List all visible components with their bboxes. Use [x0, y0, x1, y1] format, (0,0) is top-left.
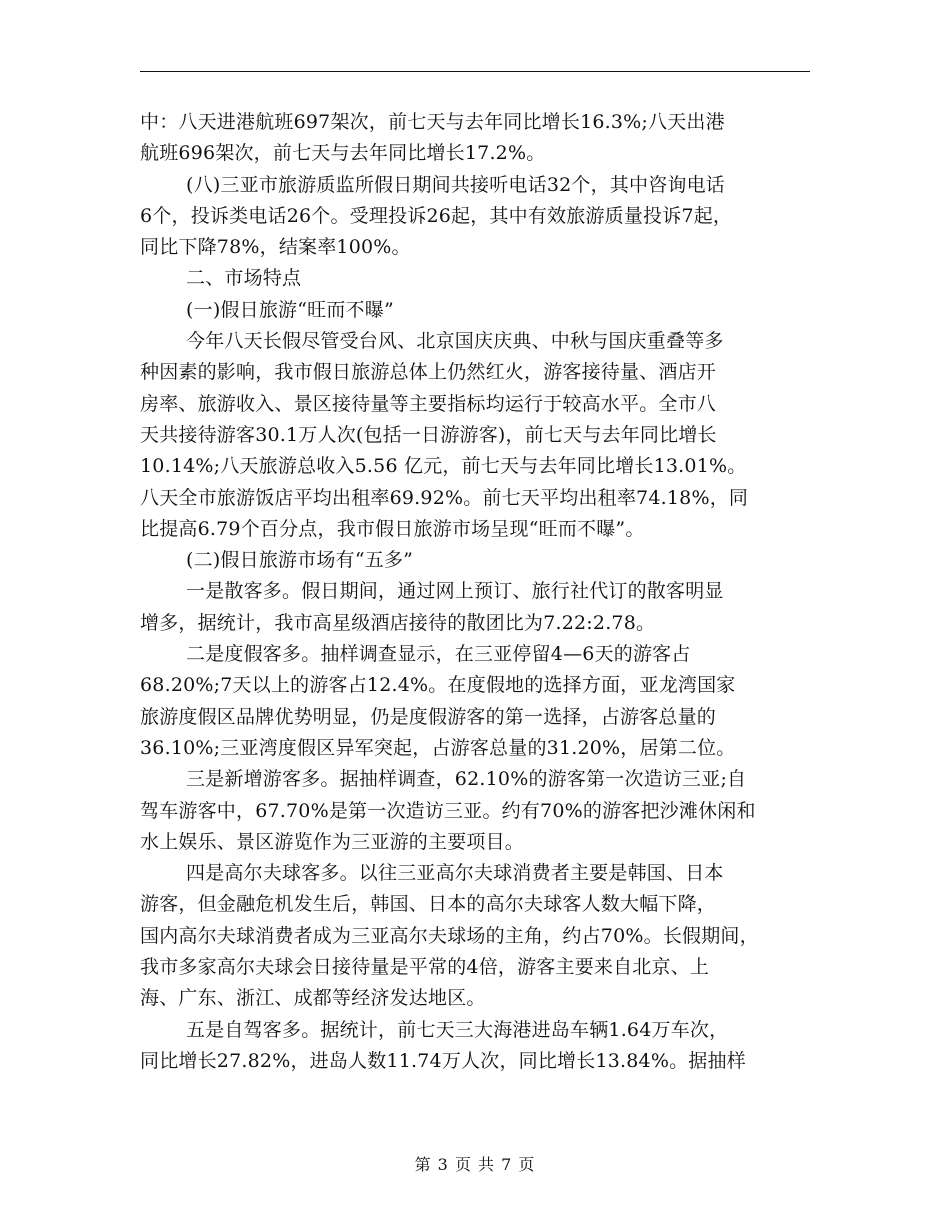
- text-line: 我市多家高尔夫球会日接待量是平常的4倍，游客主要来自北京、上: [140, 956, 710, 979]
- header-rule: [140, 71, 810, 72]
- text-line: 一是散客多。假日期间，通过网上预订、旅行社代订的散客明显: [186, 580, 724, 603]
- text-line: 海、广东、浙江、成都等经济发达地区。: [140, 987, 486, 1010]
- text-line: 增多，据统计，我市高星级酒店接待的散团比为7.22:2.78。: [140, 611, 656, 634]
- subsection-heading: (一)假日旅游“旺而不曝”: [186, 298, 394, 321]
- section-heading: 二、市场特点: [186, 267, 302, 290]
- text-line: 中：八天进港航班697架次，前七天与去年同比增长16.3%;八天出港: [140, 111, 725, 133]
- text-line: 同比下降78%，结案率100%。: [140, 236, 411, 259]
- text-line: 三是新增游客多。据抽样调查，62.10%的游客第一次造访三亚;自: [186, 768, 747, 791]
- subsection-heading: (二)假日旅游市场有“五多”: [186, 549, 414, 572]
- text-line: 水上娱乐、景区游览作为三亚游的主要项目。: [140, 830, 525, 853]
- text-line: 天共接待游客30.1万人次(包括一日游游客)，前七天与去年同比增长: [140, 423, 717, 446]
- text-line: 国内高尔夫球消费者成为三亚高尔夫球场的主角，约占70%。长假期间，: [140, 924, 759, 947]
- text-line: 比提高6.79个百分点，我市假日旅游市场呈现“旺而不曝”。: [140, 517, 645, 540]
- text-line: 36.10%;三亚湾度假区异军突起，占游客总量的31.20%，居第二位。: [140, 736, 736, 759]
- text-line: (八)三亚市旅游质监所假日期间共接听电话32个，其中咨询电话: [186, 173, 726, 196]
- text-line: 五是自驾客多。据统计，前七天三大海港进岛车辆1.64万车次，: [186, 1018, 729, 1041]
- text-line: 二是度假客多。抽样调查显示，在三亚停留4—6天的游客占: [186, 643, 691, 666]
- text-line: 房率、旅游收入、景区接待量等主要指标均运行于较高水平。全市八: [140, 392, 717, 415]
- text-line: 68.20%;7天以上的游客占12.4%。在度假地的选择方面，亚龙湾国家: [140, 674, 736, 697]
- text-line: 旅游度假区品牌优势明显，仍是度假游客的第一选择，占游客总量的: [140, 705, 717, 728]
- text-line: 四是高尔夫球客多。以往三亚高尔夫球消费者主要是韩国、日本: [186, 862, 724, 885]
- text-line: 种因素的影响，我市假日旅游总体上仍然红火，游客接待量、酒店开: [140, 361, 717, 384]
- text-line: 八天全市旅游饭店平均出租率69.92%。前七天平均出租率74.18%，同: [140, 486, 749, 509]
- text-line: 6个，投诉类电话26个。受理投诉26起，其中有效旅游质量投诉7起，: [140, 204, 733, 227]
- document-body: [140, 107, 815, 1077]
- text-line: 航班696架次，前七天与去年同比增长17.2%。: [140, 142, 546, 165]
- text-line: 同比增长27.82%，进岛人数11.74万人次，同比增长13.84%。据抽样: [140, 1049, 746, 1072]
- page-number-footer: 第 3 页 共 7 页: [414, 1155, 536, 1174]
- text-line: 游客，但金融危机发生后，韩国、日本的高尔夫球客人数大幅下降，: [140, 893, 717, 916]
- text-line: 10.14%;八天旅游总收入5.56 亿元，前七天与去年同比增长13.01%。: [140, 455, 747, 478]
- text-line: 今年八天长假尽管受台风、北京国庆庆典、中秋与国庆重叠等多: [186, 330, 724, 353]
- text-line: 驾车游客中，67.70%是第一次造访三亚。约有70%的游客把沙滩休闲和: [140, 799, 756, 822]
